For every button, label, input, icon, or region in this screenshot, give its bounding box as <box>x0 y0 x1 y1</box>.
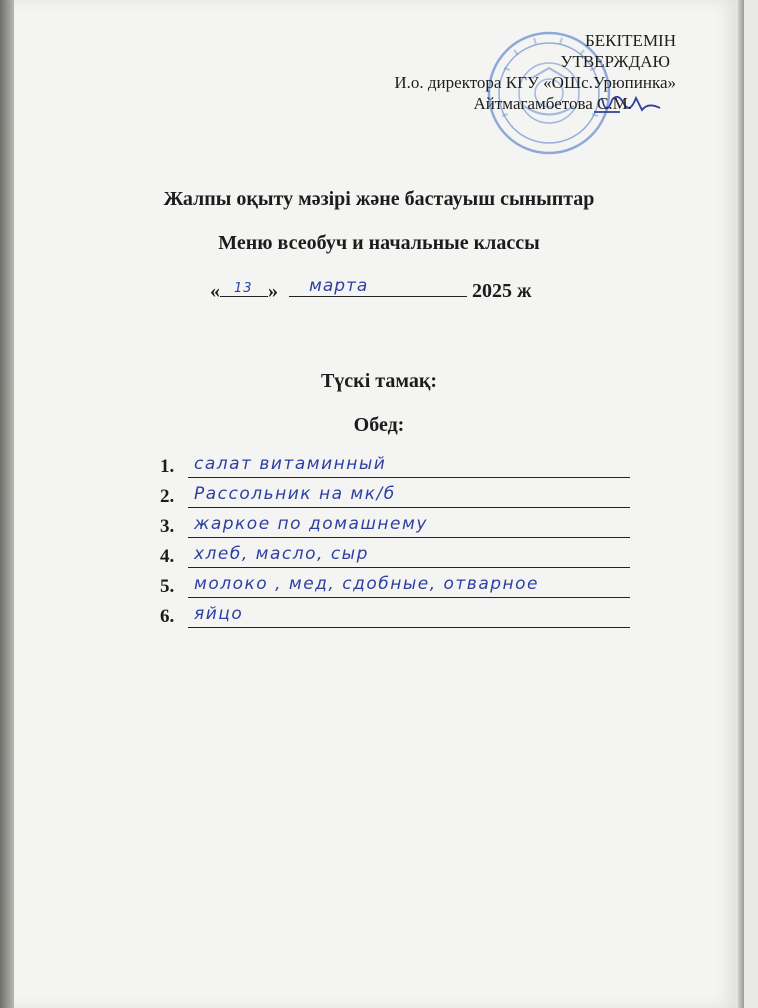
menu-item-line <box>188 537 630 538</box>
title-russian: Меню всеобуч и начальные классы <box>218 232 540 254</box>
menu-item <box>160 482 630 512</box>
menu-item-number: 4. <box>160 546 175 567</box>
menu-item-text: салат витаминный <box>194 454 387 474</box>
menu-item-number: 3. <box>160 516 175 537</box>
title-kazakh: Жалпы оқыту мәзірі және бастауыш сыныптар <box>163 188 595 210</box>
approval-name: Айтмагамбетова С.М. <box>473 94 632 113</box>
menu-item <box>160 572 630 602</box>
menu-item-text: молоко , мед, сдобные, отварное <box>194 574 540 594</box>
menu-item-line <box>188 567 630 568</box>
menu-item-text: хлеб, масло, сыр <box>194 544 369 564</box>
menu-item <box>160 512 630 542</box>
menu-item-line <box>188 597 630 598</box>
date-year: 2025 ж <box>472 280 532 302</box>
date-month: марта <box>309 276 369 296</box>
menu-item <box>160 452 630 482</box>
date-day: 13 <box>234 281 253 296</box>
date-close-quote: » <box>268 280 278 302</box>
approval-line-ru: УТВЕРЖДАЮ <box>560 52 670 71</box>
meal-heading-russian: Обед: <box>353 414 405 436</box>
menu-item-line <box>188 627 630 628</box>
menu-item-text: Рассольник на мк/б <box>194 484 396 504</box>
date-open-quote: « <box>210 280 220 302</box>
approval-line-kz: БЕКІТЕМІН <box>585 31 676 50</box>
date-line <box>210 276 532 303</box>
menu-item-text: яйцо <box>194 604 244 624</box>
menu-item-number: 2. <box>160 486 175 507</box>
paper-left-edge <box>0 0 14 1008</box>
menu-item-number: 1. <box>160 456 175 477</box>
menu-list <box>160 452 630 632</box>
approval-block <box>394 30 676 114</box>
menu-item-line <box>188 477 630 478</box>
meal-heading-kazakh: Түскі тамақ: <box>320 370 438 392</box>
menu-item <box>160 602 630 632</box>
menu-item-number: 5. <box>160 576 175 597</box>
date-day-field <box>220 276 268 297</box>
menu-item-number: 6. <box>160 606 175 627</box>
menu-item-line <box>188 507 630 508</box>
approval-position: И.о. директора КГУ «ОШс.Урюпинка» <box>394 73 676 92</box>
menu-item <box>160 542 630 572</box>
date-month-field <box>289 276 467 297</box>
menu-item-text: жаркое по домашнему <box>194 514 428 534</box>
